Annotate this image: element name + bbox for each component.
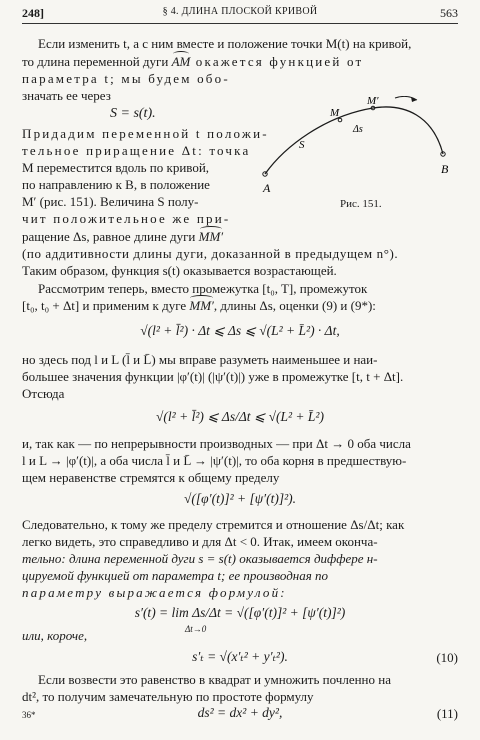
text-line: ращение Δs, равное длине дуги MM′ (22, 229, 224, 244)
text-line: Если возвести это равенство в квадрат и умножить почленно на (38, 672, 391, 687)
text-line: и, так как — по непрерывности производных — при Δt → 0 оба числа (22, 436, 411, 451)
text-line: [t₀, t₀ + Δt] и применим к дуге MM′, длины Δs, оценки (9) и (9*): (22, 298, 376, 313)
text-line: Придадим переменной t положи- (22, 126, 269, 141)
equation-derivative: s′(t) = lim Δs/Δt = √([φ′(t)]² + [ψ′(t)]²) (134, 605, 346, 620)
text-line: M′ (рис. 151). Величина S полу- (22, 194, 199, 209)
arc-mm: MM′ (198, 229, 224, 244)
text-line: Следовательно, к тому же пределу стремится и отношение Δs/Δt; как (22, 517, 405, 532)
text-line: цируемой функцией от параметра t; ее производная по (22, 568, 329, 583)
text-line: dt², то получим замечательную по простоте формулу (22, 689, 314, 704)
text-line: щем неравенстве стремятся к общему пределу (22, 470, 280, 485)
label-b: B (441, 162, 449, 176)
label-ds: Δs (353, 124, 363, 135)
limit-subscript: Δt→0 (185, 624, 207, 634)
label-m: M (330, 107, 340, 119)
text-line: легко видеть, это справедливо и для Δt < 0. Итак, имеем оконча- (22, 534, 378, 549)
header-rule (22, 23, 458, 24)
equation-limit: √([φ′(t)]² + [ψ′(t)]²). (184, 491, 296, 506)
text-line: Отсюда (22, 386, 65, 401)
label-a: A (263, 181, 271, 195)
arc-mm-2: MM′ (189, 298, 214, 313)
figure-caption: Рис. 151. (340, 198, 382, 210)
equation-10: s′ₜ = √(x′ₜ² + y′ₜ²). (192, 649, 288, 664)
text-line: тельное приращение Δt: точка (22, 143, 251, 158)
figure-151 (255, 96, 460, 206)
text-line: Таким образом, функция s(t) оказывается возрастающей. (22, 263, 337, 278)
equation-11: ds² = dx² + dy², (197, 705, 283, 720)
or-shorter: или, короче, (22, 628, 88, 643)
text-line: чит положительное же при- (22, 211, 231, 226)
equation-number-10: (10) (436, 650, 458, 665)
text-line: (по аддитивности длины дуги, доказанной в предыдущем n°). (22, 246, 399, 261)
text-line: значать ее через (22, 88, 111, 103)
text-line: то длина переменной дуги AM окажется функцией от (22, 54, 364, 69)
label-s: S (299, 139, 305, 151)
arc-am: AM (171, 54, 191, 69)
equation-ratio: √(l² + l̄²) ⩽ Δs/Δt ⩽ √(L² + L̄²) (156, 409, 324, 424)
text-line: Если изменить t, а с ним вместе и положение точки M(t) на кривой, (38, 36, 412, 51)
label-mprime: M′ (367, 96, 379, 107)
text-line: большее значения функции |φ′(t)| (|ψ′(t)|) уже в промежутке [t, t + Δt]. (22, 369, 404, 384)
section-title: § 4. ДЛИНА ПЛОСКОЙ КРИВОЙ (162, 6, 318, 17)
page-number-left: 248] (22, 6, 44, 20)
page-header (22, 6, 458, 24)
text-line: по направлению к B, в положение (22, 177, 210, 192)
text-line: но здесь под l и L (l̄ и L̄) мы вправе разуметь наименьшее и наи- (22, 352, 378, 367)
text-line: параметра t; мы будем обо- (22, 71, 230, 86)
equation-number-11: (11) (436, 706, 458, 721)
signature-mark: 36* (22, 710, 36, 720)
text-line: l и L → |φ′(t)|, а оба числа l̄ и L̄ → |ψ′(t)|, то оба корня в предшествую- (22, 453, 407, 468)
text-line: M переместится вдоль по кривой, (22, 160, 210, 175)
text-line: параметру выражается формулой: (22, 585, 287, 600)
equation-s: S = s(t). (110, 106, 156, 121)
text-line: Рассмотрим теперь, вместо промежутка [t₀, T], промежуток (38, 281, 368, 296)
equation-estimate: √(l² + l̄²) · Δt ⩽ Δs ⩽ √(L² + L̄²) · Δt, (140, 323, 340, 338)
page-number-right: 563 (440, 6, 458, 20)
text-line: тельно: длина переменной дуги s = s(t) оказывается диффере н- (22, 551, 378, 566)
